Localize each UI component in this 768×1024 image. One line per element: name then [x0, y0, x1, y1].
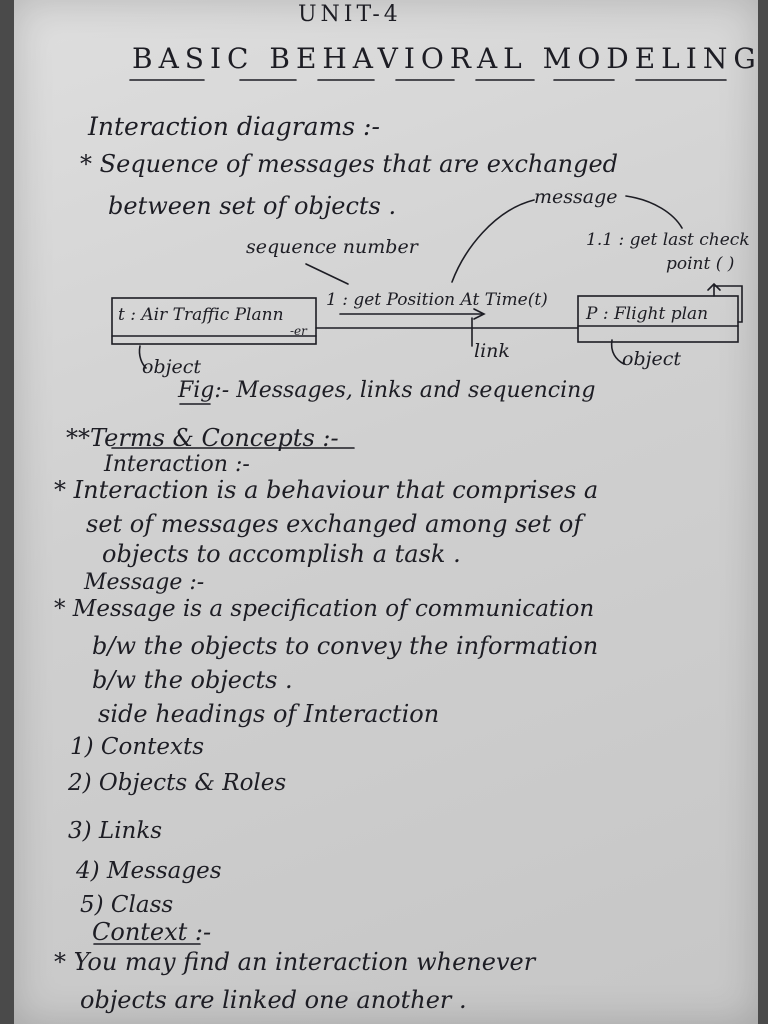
terms-heading: **Terms & Concepts :- [66, 424, 339, 452]
side-headings-line: side headings of Interaction [98, 700, 440, 728]
check-point-pointer-curve [626, 196, 682, 228]
figure-message-label: message [534, 186, 618, 208]
figure-check-point-label-1: 1.1 : get last check [586, 230, 750, 250]
figure-drawing [14, 0, 758, 1024]
context-heading: Context :- [92, 918, 212, 946]
page-title: BASIC BEHAVIORAL MODELING [132, 42, 762, 75]
object-left-pointer [139, 346, 146, 368]
figure-sequence-number-label: sequence number [246, 236, 418, 258]
context-line-2: objects are linked one another . [80, 986, 467, 1014]
figure-left-object-name: t : Air Traffic Plann [118, 305, 284, 325]
interaction-diagrams-line-2: between set of objects . [108, 192, 397, 220]
figure-link-label: link [474, 340, 510, 362]
list-item: 3) Links [68, 818, 163, 844]
list-item: 4) Messages [76, 858, 222, 884]
list-item: 2) Objects & Roles [68, 770, 287, 796]
figure-message-call: 1 : get Position At Time(t) [326, 290, 548, 310]
interaction-line-3: objects to accomplish a task . [102, 540, 461, 568]
figure-object-label-left: object [142, 356, 202, 378]
sequence-pointer [306, 264, 348, 284]
interaction-line-1: * Interaction is a behaviour that comprises a [54, 476, 599, 504]
list-item: 1) Contexts [70, 734, 205, 760]
right-object-box [578, 296, 738, 342]
figure-object-label-right: object [622, 348, 682, 370]
left-object-box [112, 298, 316, 344]
interaction-diagrams-heading: Interaction diagrams :- [88, 112, 380, 141]
list-item: 5) Class [80, 892, 174, 918]
message-line-3: b/w the objects . [92, 666, 293, 694]
context-line-1: * You may find an interaction whenever [54, 948, 536, 976]
unit-heading: UNIT-4 [298, 2, 402, 27]
figure-right-object-name: P : Flight plan [586, 304, 709, 324]
figure-caption: Fig:- Messages, links and sequencing [178, 378, 596, 403]
figure-check-point-label-2: point ( ) [666, 254, 735, 274]
interaction-line-2: set of messages exchanged among set of [86, 510, 583, 538]
message-pointer-curve [452, 200, 534, 282]
object-right-pointer [612, 340, 624, 364]
message-line-1: * Message is a specification of communication [54, 596, 595, 622]
message-line-2: b/w the objects to convey the information [92, 632, 599, 660]
interaction-diagrams-line-1: * Sequence of messages that are exchanged [80, 150, 619, 178]
figure-left-object-suffix: -er [290, 324, 307, 338]
notebook-page [14, 0, 762, 1024]
message-subheading: Message :- [84, 570, 205, 595]
interaction-subheading: Interaction :- [104, 452, 250, 477]
